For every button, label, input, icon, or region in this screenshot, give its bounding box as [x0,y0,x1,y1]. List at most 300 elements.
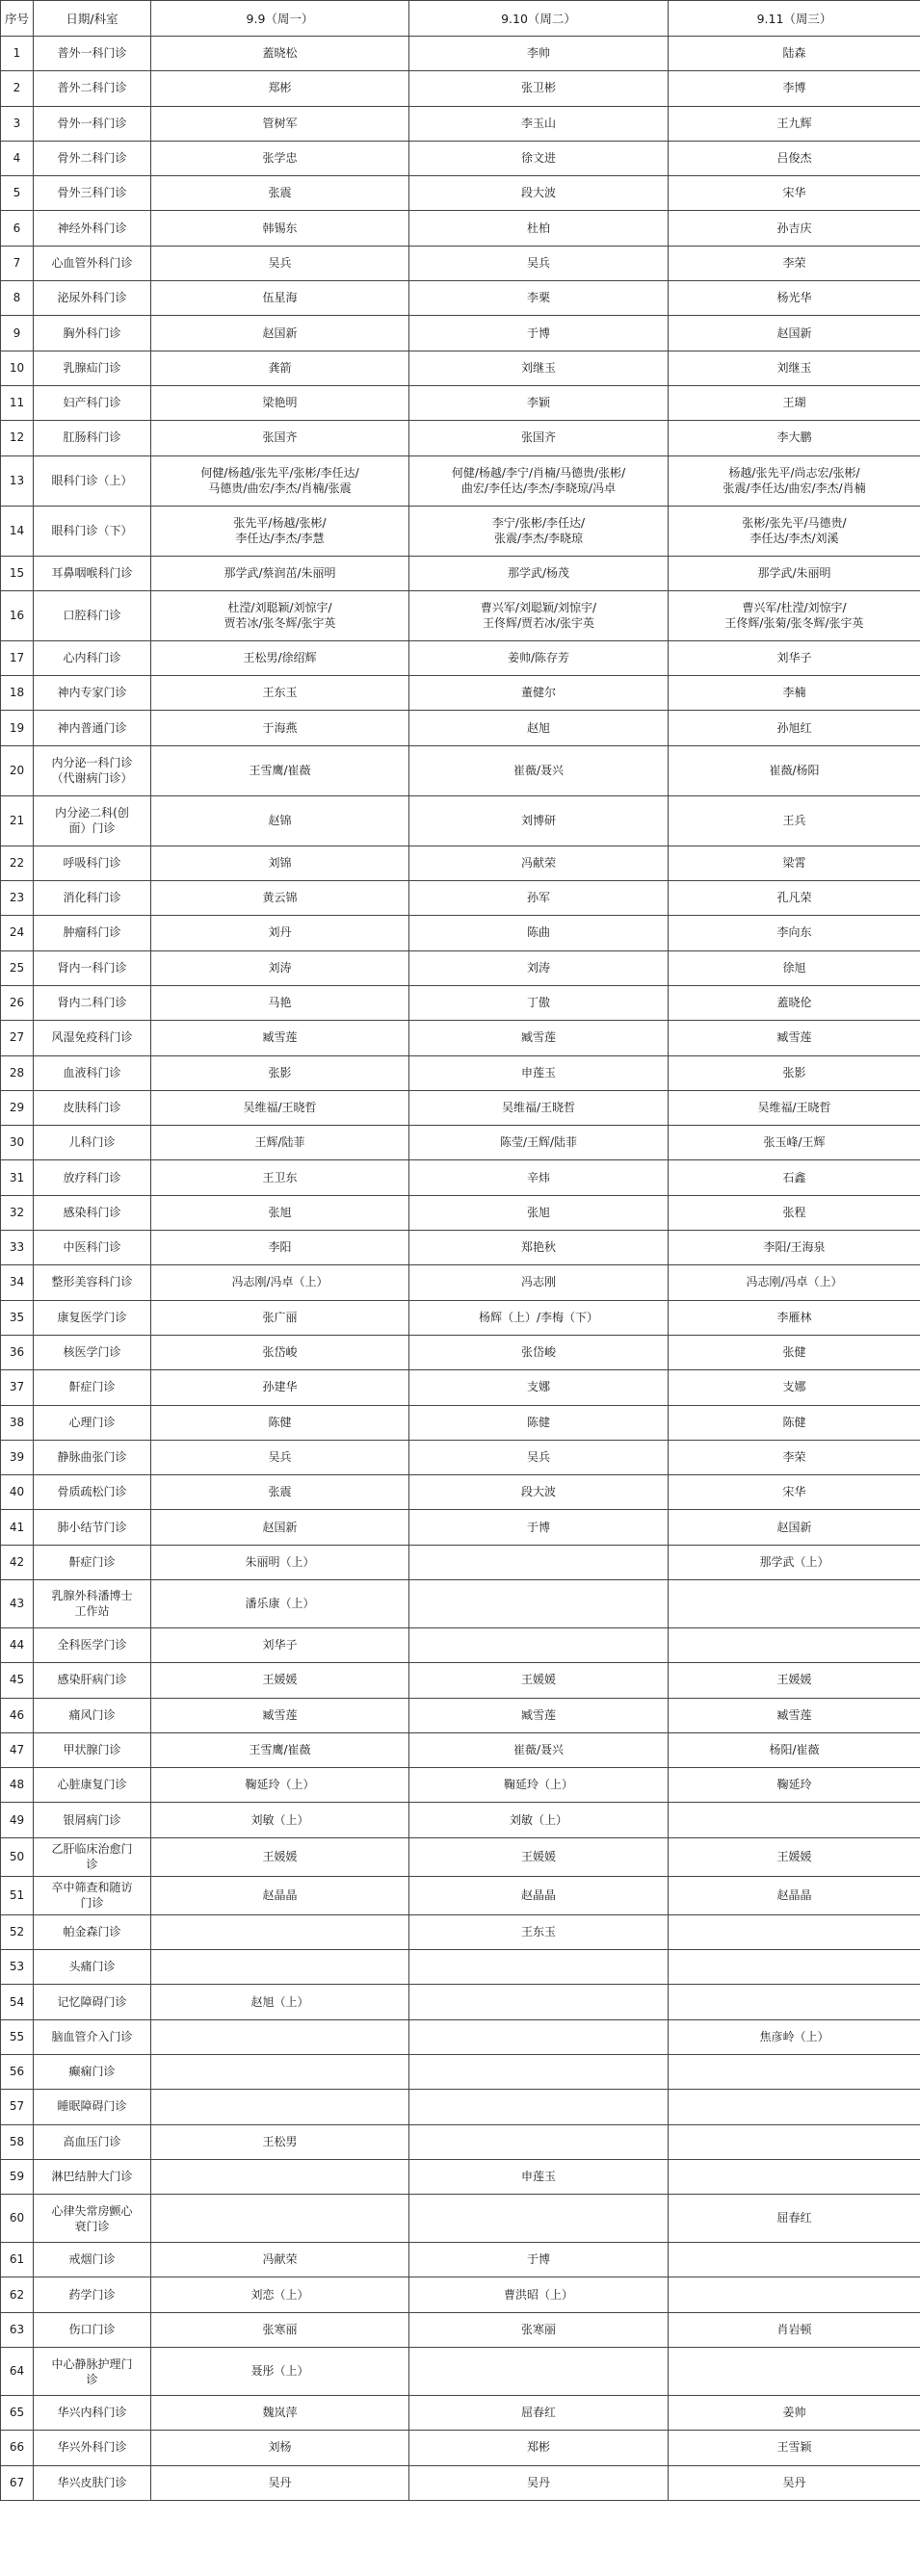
department-name: 全科医学门诊 [34,1627,151,1662]
table-row [1,556,920,590]
day1-doctors: 聂彤（上） [151,2348,409,2396]
day1-doctors: 李阳 [151,1231,409,1265]
row-number: 52 [1,1914,34,1949]
day2-doctors: 冯献荣 [409,846,669,880]
day1-doctors: 龚箭 [151,351,409,385]
day2-doctors: 赵旭 [409,711,669,745]
row-number: 44 [1,1627,34,1662]
table-row [1,1300,920,1335]
department-name: 肾内二科门诊 [34,985,151,1020]
day1-doctors [151,2019,409,2054]
table-row [1,2243,920,2277]
row-number: 11 [1,385,34,420]
day1-doctors: 张国齐 [151,421,409,455]
row-number: 3 [1,106,34,141]
day3-doctors [669,1627,920,1662]
department-name: 华兴皮肤门诊 [34,2465,151,2500]
department-name: 骨外一科门诊 [34,106,151,141]
day2-doctors: 李栗 [409,281,669,316]
row-number: 35 [1,1300,34,1335]
row-number: 18 [1,676,34,711]
row-number: 6 [1,211,34,246]
department-name: 普外一科门诊 [34,37,151,71]
department-name: 心律失常房颤心 衰门诊 [34,2195,151,2243]
table-row [1,1985,920,2019]
day2-doctors: 崔薇/聂兴 [409,745,669,795]
day1-doctors: 刘恋（上） [151,2277,409,2312]
row-number: 12 [1,421,34,455]
day3-doctors: 王瑚 [669,385,920,420]
day3-doctors: 杨阳/崔薇 [669,1732,920,1767]
day1-doctors: 韩锡东 [151,211,409,246]
table-row [1,590,920,640]
schedule-body [1,37,920,2501]
day3-doctors: 石鑫 [669,1160,920,1195]
day2-doctors: 何健/杨越/李宁/肖楠/马德贵/张彬/ 曲宏/李任达/李杰/李晓琼/冯卓 [409,455,669,506]
day1-doctors [151,2195,409,2243]
row-number: 2 [1,71,34,106]
day2-doctors: 刘博研 [409,795,669,846]
row-number: 1 [1,37,34,71]
day2-doctors: 于博 [409,1510,669,1545]
table-row [1,1265,920,1300]
row-number: 31 [1,1160,34,1195]
department-name: 呼吸科门诊 [34,846,151,880]
department-name: 心理门诊 [34,1405,151,1440]
department-name: 儿科门诊 [34,1126,151,1160]
day1-doctors: 郑彬 [151,71,409,106]
day3-doctors: 李荣 [669,246,920,280]
day3-doctors: 杨光华 [669,281,920,316]
department-name: 卒中筛查和随访 门诊 [34,1876,151,1914]
day3-doctors: 赵国新 [669,316,920,351]
day1-doctors: 王辉/陆菲 [151,1126,409,1160]
day1-doctors: 赵锦 [151,795,409,846]
day1-doctors: 王东玉 [151,676,409,711]
day2-doctors: 赵晶晶 [409,1876,669,1914]
table-row [1,2312,920,2347]
day1-doctors [151,2159,409,2194]
day1-doctors: 伍星海 [151,281,409,316]
day1-doctors: 赵国新 [151,316,409,351]
table-row [1,1732,920,1767]
header-row [1,1,920,37]
day3-doctors: 那学武/朱丽明 [669,556,920,590]
row-number: 29 [1,1090,34,1125]
department-name: 甲状腺门诊 [34,1732,151,1767]
department-name: 神内普通门诊 [34,711,151,745]
day2-doctors: 李帅 [409,37,669,71]
department-name: 肿瘤科门诊 [34,916,151,950]
department-name: 神经外科门诊 [34,211,151,246]
department-name: 肾内一科门诊 [34,950,151,985]
table-row [1,455,920,506]
row-number: 64 [1,2348,34,2396]
day3-doctors [669,2348,920,2396]
header-dept: 日期/科室 [34,1,151,37]
day2-doctors [409,1545,669,1579]
day2-doctors: 李玉山 [409,106,669,141]
day2-doctors: 冯志刚 [409,1265,669,1300]
department-name: 帕金森门诊 [34,1914,151,1949]
day2-doctors: 申莲玉 [409,1055,669,1090]
day2-doctors: 刘敏（上） [409,1803,669,1837]
day1-doctors: 孙建华 [151,1370,409,1405]
row-number: 61 [1,2243,34,2277]
row-number: 62 [1,2277,34,2312]
department-name: 整形美容科门诊 [34,1265,151,1300]
day1-doctors: 刘华子 [151,1627,409,1662]
day3-doctors [669,1803,920,1837]
table-row [1,1160,920,1195]
day1-doctors: 张旭 [151,1195,409,1230]
day3-doctors [669,2277,920,2312]
table-row [1,795,920,846]
row-number: 34 [1,1265,34,1300]
department-name: 肺小结节门诊 [34,1510,151,1545]
day2-doctors: 王东玉 [409,1914,669,1949]
day1-doctors: 那学武/蔡润茁/朱丽明 [151,556,409,590]
day2-doctors: 杨辉（上）/李梅（下） [409,1300,669,1335]
day2-doctors: 屈春红 [409,2396,669,2431]
department-name: 眼科门诊（上） [34,455,151,506]
department-name: 核医学门诊 [34,1335,151,1369]
table-row [1,1195,920,1230]
day3-doctors: 张彬/张先平/马德贵/ 李任达/李杰/刘溪 [669,506,920,556]
row-number: 50 [1,1837,34,1876]
table-row [1,1510,920,1545]
day1-doctors [151,1914,409,1949]
day2-doctors: 陈曲 [409,916,669,950]
department-name: 药学门诊 [34,2277,151,2312]
day1-doctors: 王雪鹰/崔薇 [151,745,409,795]
day3-doctors: 支娜 [669,1370,920,1405]
table-row [1,1579,920,1627]
day2-doctors: 郑艳秋 [409,1231,669,1265]
day2-doctors: 吴兵 [409,1440,669,1474]
row-number: 49 [1,1803,34,1837]
table-row [1,351,920,385]
table-row [1,2019,920,2054]
row-number: 41 [1,1510,34,1545]
table-row [1,2159,920,2194]
day2-doctors: 陈健 [409,1405,669,1440]
day3-doctors: 王雪颖 [669,2431,920,2465]
table-row [1,1021,920,1055]
day2-doctors: 吴兵 [409,246,669,280]
row-number: 46 [1,1698,34,1732]
department-name: 耳鼻咽喉科门诊 [34,556,151,590]
department-name: 鼾症门诊 [34,1545,151,1579]
row-number: 56 [1,2054,34,2089]
row-number: 7 [1,246,34,280]
table-row [1,2348,920,2396]
day1-doctors: 冯志刚/冯卓（上） [151,1265,409,1300]
row-number: 19 [1,711,34,745]
day1-doctors: 张影 [151,1055,409,1090]
table-row [1,211,920,246]
table-row [1,1231,920,1265]
department-name: 感染科门诊 [34,1195,151,1230]
row-number: 57 [1,2090,34,2124]
day3-doctors: 王兵 [669,795,920,846]
table-row [1,176,920,211]
day2-doctors: 支娜 [409,1370,669,1405]
header-day-1: 9.9（周一） [151,1,409,37]
day3-doctors: 李向东 [669,916,920,950]
table-row [1,37,920,71]
day2-doctors: 丁傲 [409,985,669,1020]
table-row [1,640,920,675]
table-row [1,1663,920,1698]
table-row [1,281,920,316]
header-day-3: 9.11（周三） [669,1,920,37]
day1-doctors [151,1950,409,1985]
row-number: 32 [1,1195,34,1230]
day3-doctors [669,2054,920,2089]
table-row [1,1335,920,1369]
day1-doctors: 王雪鹰/崔薇 [151,1732,409,1767]
day2-doctors [409,2124,669,2159]
table-row [1,881,920,916]
day2-doctors: 王媛媛 [409,1837,669,1876]
day3-doctors: 刘继玉 [669,351,920,385]
day3-doctors: 李阳/王海泉 [669,1231,920,1265]
table-row [1,1698,920,1732]
day3-doctors: 曹兴军/杜滢/刘惊宇/ 王佟辉/张菊/张冬辉/张宇英 [669,590,920,640]
day1-doctors: 刘杨 [151,2431,409,2465]
day2-doctors: 段大波 [409,1475,669,1510]
row-number: 22 [1,846,34,880]
department-name: 心血管外科门诊 [34,246,151,280]
department-name: 皮肤科门诊 [34,1090,151,1125]
department-name: 放疗科门诊 [34,1160,151,1195]
day1-doctors: 臧雪莲 [151,1021,409,1055]
table-row [1,1914,920,1949]
department-name: 胸外科门诊 [34,316,151,351]
table-row [1,2277,920,2312]
day3-doctors: 吴维福/王晓哲 [669,1090,920,1125]
day3-doctors [669,1985,920,2019]
row-number: 25 [1,950,34,985]
table-row [1,745,920,795]
day1-doctors: 蓋晓松 [151,37,409,71]
department-name: 睡眠障碍门诊 [34,2090,151,2124]
day3-doctors: 孙旭红 [669,711,920,745]
row-number: 65 [1,2396,34,2431]
day1-doctors: 吴维福/王晓哲 [151,1090,409,1125]
day3-doctors: 李雁林 [669,1300,920,1335]
table-row [1,916,920,950]
table-row [1,846,920,880]
day2-doctors: 郑彬 [409,2431,669,2465]
row-number: 48 [1,1768,34,1803]
day3-doctors: 张程 [669,1195,920,1230]
day1-doctors: 杜滢/刘聪颖/刘惊宇/ 贾若冰/张冬辉/张宇英 [151,590,409,640]
day2-doctors: 刘继玉 [409,351,669,385]
day2-doctors: 李颖 [409,385,669,420]
day1-doctors: 张寒丽 [151,2312,409,2347]
day2-doctors [409,1985,669,2019]
department-name: 华兴外科门诊 [34,2431,151,2465]
day2-doctors: 徐文进 [409,141,669,175]
department-name: 乳腺外科潘博士 工作站 [34,1579,151,1627]
day2-doctors: 张旭 [409,1195,669,1230]
day3-doctors: 肖岩顿 [669,2312,920,2347]
day2-doctors: 张寒丽 [409,2312,669,2347]
table-row [1,1950,920,1985]
department-name: 感染肝病门诊 [34,1663,151,1698]
header-day-2: 9.10（周二） [409,1,669,37]
day3-doctors: 鞠延玲 [669,1768,920,1803]
row-number: 38 [1,1405,34,1440]
row-number: 58 [1,2124,34,2159]
day1-doctors [151,2090,409,2124]
table-row [1,421,920,455]
department-name: 康复医学门诊 [34,1300,151,1335]
day2-doctors: 臧雪莲 [409,1698,669,1732]
day2-doctors: 吴丹 [409,2465,669,2500]
row-number: 54 [1,1985,34,2019]
row-number: 40 [1,1475,34,1510]
department-name: 静脉曲张门诊 [34,1440,151,1474]
department-name: 普外二科门诊 [34,71,151,106]
day3-doctors: 张影 [669,1055,920,1090]
day2-doctors: 那学武/杨茂 [409,556,669,590]
table-row [1,711,920,745]
row-number: 43 [1,1579,34,1627]
row-number: 24 [1,916,34,950]
row-number: 13 [1,455,34,506]
table-row [1,246,920,280]
row-number: 66 [1,2431,34,2465]
table-row [1,1475,920,1510]
day3-doctors: 王媛媛 [669,1837,920,1876]
day1-doctors: 刘涛 [151,950,409,985]
day2-doctors [409,2090,669,2124]
row-number: 8 [1,281,34,316]
day2-doctors [409,2019,669,2054]
day1-doctors [151,2054,409,2089]
row-number: 28 [1,1055,34,1090]
table-row [1,1405,920,1440]
department-name: 肛肠科门诊 [34,421,151,455]
day2-doctors: 陈莹/王辉/陆菲 [409,1126,669,1160]
department-name: 眼科门诊（下） [34,506,151,556]
day3-doctors [669,1579,920,1627]
row-number: 36 [1,1335,34,1369]
row-number: 4 [1,141,34,175]
row-number: 14 [1,506,34,556]
day3-doctors: 赵晶晶 [669,1876,920,1914]
day3-doctors: 臧雪莲 [669,1021,920,1055]
department-name: 口腔科门诊 [34,590,151,640]
department-name: 心内科门诊 [34,640,151,675]
day3-doctors: 崔薇/杨阳 [669,745,920,795]
day3-doctors: 王媛媛 [669,1663,920,1698]
day3-doctors: 杨越/张先平/尚志宏/张彬/ 张震/李任达/曲宏/李杰/肖楠 [669,455,920,506]
department-name: 骨质疏松门诊 [34,1475,151,1510]
day1-doctors: 何健/杨越/张先平/张彬/李任达/ 马德贵/曲宏/李杰/肖楠/张震 [151,455,409,506]
day2-doctors [409,1950,669,1985]
department-name: 癫痫门诊 [34,2054,151,2089]
department-name: 戒烟门诊 [34,2243,151,2277]
day3-doctors: 徐旭 [669,950,920,985]
table-row [1,1876,920,1914]
row-number: 33 [1,1231,34,1265]
department-name: 鼾症门诊 [34,1370,151,1405]
day1-doctors: 张震 [151,176,409,211]
day3-doctors [669,1914,920,1949]
table-row [1,1545,920,1579]
table-row [1,1370,920,1405]
day1-doctors: 张广丽 [151,1300,409,1335]
day2-doctors [409,1579,669,1627]
day3-doctors: 李博 [669,71,920,106]
day3-doctors: 张健 [669,1335,920,1369]
day1-doctors: 王松男/徐绍辉 [151,640,409,675]
day1-doctors: 吴兵 [151,1440,409,1474]
row-number: 26 [1,985,34,1020]
day3-doctors: 李大鹏 [669,421,920,455]
day2-doctors: 张卫彬 [409,71,669,106]
day1-doctors: 张学忠 [151,141,409,175]
header-no: 序号 [1,1,34,37]
row-number: 15 [1,556,34,590]
department-name: 淋巴结肿大门诊 [34,2159,151,2194]
day3-doctors: 焦彦岭（上） [669,2019,920,2054]
row-number: 55 [1,2019,34,2054]
department-name: 乙肝临床治愈门 诊 [34,1837,151,1876]
table-row [1,2396,920,2431]
row-number: 5 [1,176,34,211]
row-number: 10 [1,351,34,385]
department-name: 神内专家门诊 [34,676,151,711]
department-name: 乳腺疝门诊 [34,351,151,385]
day1-doctors: 于海燕 [151,711,409,745]
day2-doctors: 申莲玉 [409,2159,669,2194]
day3-doctors: 孔凡荣 [669,881,920,916]
day3-doctors: 梁霄 [669,846,920,880]
day1-doctors: 鞠延玲（上） [151,1768,409,1803]
department-name: 内分泌一科门诊 （代谢病门诊） [34,745,151,795]
table-row [1,1627,920,1662]
day1-doctors: 陈健 [151,1405,409,1440]
table-row [1,2465,920,2500]
day2-doctors: 于博 [409,2243,669,2277]
day1-doctors: 王媛媛 [151,1837,409,1876]
day2-doctors: 吴维福/王晓哲 [409,1090,669,1125]
day2-doctors: 刘涛 [409,950,669,985]
table-row [1,385,920,420]
table-row [1,1055,920,1090]
row-number: 45 [1,1663,34,1698]
table-row [1,985,920,1020]
row-number: 53 [1,1950,34,1985]
day1-doctors: 马艳 [151,985,409,1020]
day1-doctors: 吴兵 [151,246,409,280]
department-name: 华兴内科门诊 [34,2396,151,2431]
department-name: 风湿免疫科门诊 [34,1021,151,1055]
day3-doctors [669,2090,920,2124]
row-number: 21 [1,795,34,846]
day2-doctors: 臧雪莲 [409,1021,669,1055]
day3-doctors: 宋华 [669,176,920,211]
day3-doctors: 陈健 [669,1405,920,1440]
day1-doctors: 刘丹 [151,916,409,950]
table-row [1,1440,920,1474]
department-name: 中医科门诊 [34,1231,151,1265]
